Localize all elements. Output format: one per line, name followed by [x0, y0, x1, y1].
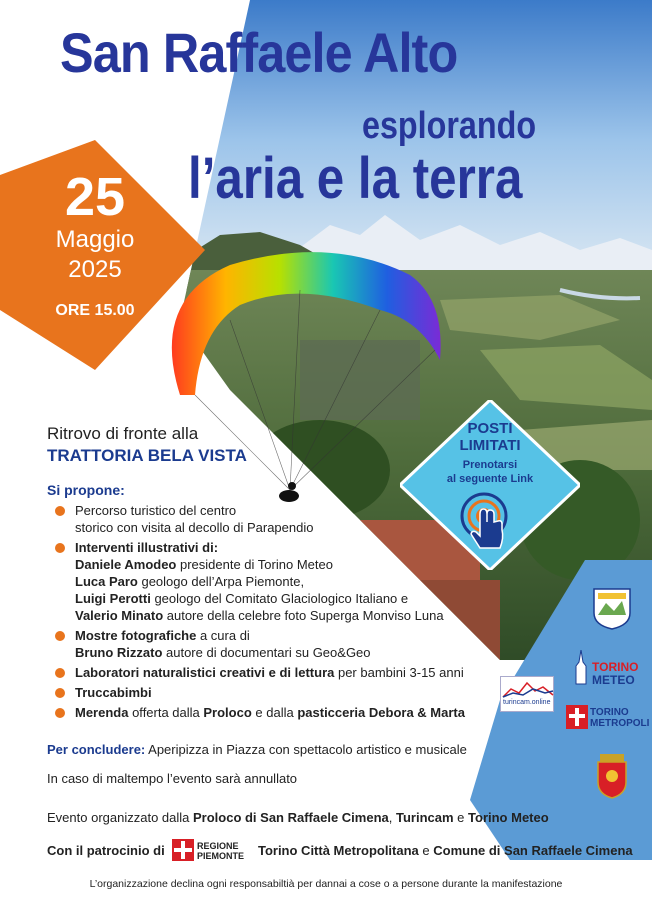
subtitle-air-earth: l’aria e la terra: [188, 146, 523, 211]
list-item: Percorso turistico del centro storico con visita al decollo di Parapendio: [55, 502, 525, 536]
list-item: Merenda offerta dalla Proloco e dalla pasticceria Debora & Marta: [55, 704, 525, 721]
list-item: Mostre fotografiche a cura di Bruno Rizzato autore di documentari su Geo&Geo: [55, 627, 525, 661]
list-item: Interventi illustrativi di: Daniele Amodeo presidente di Torino Meteo Luca Paro geologo dell’Arpa Piemonte, Luigi Perotti geologo del Comitato Glaciologico Italiano e Valerio Minato autore della celebre foto Superga Monviso Luna: [55, 539, 525, 624]
turincam-logo: [500, 676, 554, 712]
turincam-label: turincam.online: [503, 699, 551, 706]
bullet-icon: [55, 668, 65, 678]
poster-title: San Raffaele Alto: [60, 21, 458, 84]
date-time: ORE 15.00: [55, 302, 135, 319]
mole-antonelliana-icon: [570, 650, 592, 686]
subtitle-exploring: esplorando: [362, 105, 537, 147]
program-heading: Si propone:: [47, 482, 125, 498]
weather-note: In caso di maltempo l’evento sarà annullato: [47, 771, 298, 786]
meeting-place: TRATTORIA BELA VISTA: [47, 446, 247, 465]
torino-meteo-logo: TORINO: [592, 660, 639, 674]
svg-text:PIEMONTE: PIEMONTE: [197, 851, 245, 861]
metropoli-logo: TORINO: [590, 707, 629, 718]
torino-meteo-logo-sub: METEO: [592, 673, 635, 687]
meeting-intro: Ritrovo di fronte alla: [47, 424, 199, 443]
comune-crest-icon: [594, 752, 630, 800]
prenotarsi-label: Prenotarsi: [462, 459, 518, 471]
bullet-icon: [55, 506, 65, 516]
metropoli-shield-icon: [566, 705, 588, 729]
bullet-icon: [55, 631, 65, 641]
organizers: Evento organizzato dalla Proloco di San Raffaele Cimena, Turincam e Torino Meteo: [47, 810, 549, 825]
conclusion: Per concludere: Aperipizza in Piazza con spettacolo artistico e musicale: [47, 742, 467, 757]
link-label: al seguente Link: [446, 473, 534, 485]
posti-label: POSTI: [467, 420, 513, 437]
date-day: 25: [64, 167, 126, 227]
turincam-skyline-icon: [501, 677, 555, 699]
list-item: Truccabimbi: [55, 684, 525, 701]
program-list: [55, 502, 525, 724]
patronage: Con il patrocinio di REGIONE PIEMONTE Torino Città Metropolitana e Comune di San Raffaele Cimena: [47, 838, 633, 865]
regione-piemonte-logo: [172, 838, 250, 865]
list-item: Laboratori naturalistici creativi e di lettura per bambini 3-15 anni: [55, 664, 525, 681]
svg-text:REGIONE: REGIONE: [197, 841, 239, 851]
proloco-logo-icon: [592, 585, 632, 631]
metropoli-logo-sub: METROPOLI: [590, 718, 650, 729]
bullet-icon: [55, 543, 65, 553]
bullet-icon: [55, 708, 65, 718]
date-month: Maggio: [55, 226, 135, 253]
limitati-label: LIMITATI: [459, 437, 521, 454]
regione-shield-icon: [172, 838, 250, 862]
date-year: 2025: [68, 256, 122, 283]
disclaimer: L’organizzazione declina ogni responsabiltià per dannai a cose o a persone durante la manifestazione: [89, 878, 563, 890]
bullet-icon: [55, 688, 65, 698]
